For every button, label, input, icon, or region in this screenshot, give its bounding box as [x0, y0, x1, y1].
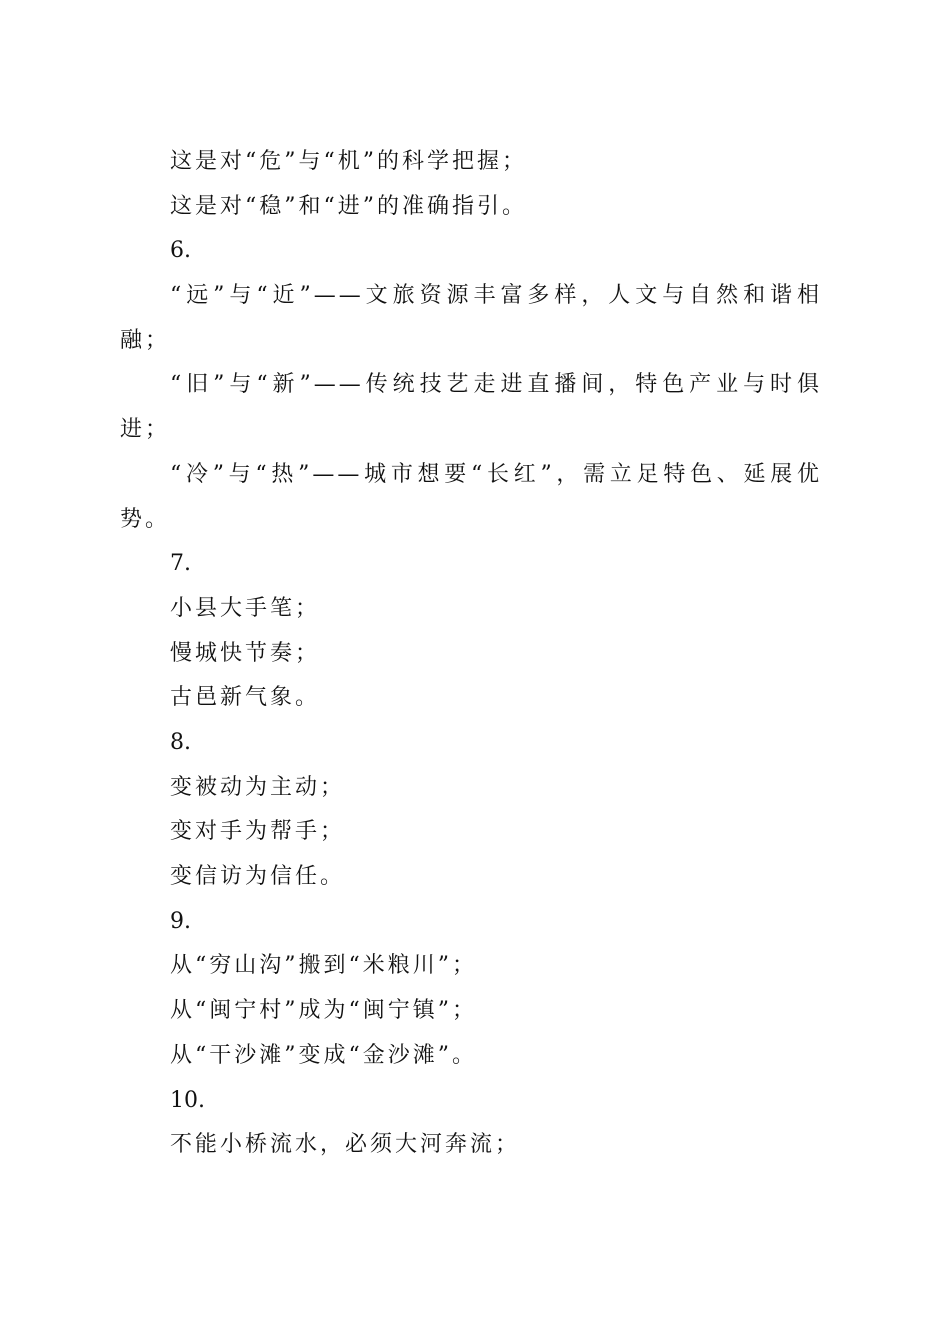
- text-line: 变被动为主动；: [170, 774, 346, 800]
- text-line: 从“干沙滩”变成“金沙滩”。: [170, 1042, 477, 1068]
- text-line: 慢城快节奏；: [170, 640, 321, 666]
- text-line: 小县大手笔；: [170, 595, 321, 621]
- text-line: 变对手为帮手；: [170, 819, 346, 845]
- text-line: 不能小桥流水，必须大河奔流；: [170, 1132, 521, 1158]
- text-line: 变信访为信任。: [170, 864, 346, 890]
- text-paragraph: “远”与“近”——文旅资源丰富多样，人文与自然和谐相融；: [120, 283, 822, 353]
- document-body: [120, 140, 822, 1168]
- item-number: 10.: [170, 1087, 205, 1113]
- item-number: 9.: [170, 908, 191, 934]
- item-number: 7.: [170, 551, 191, 577]
- item-number: 8.: [170, 730, 191, 756]
- item-number: 6.: [170, 238, 191, 264]
- text-line: 这是对“危”与“机”的科学把握；: [170, 149, 527, 174]
- text-paragraph: “冷”与“热”——城市想要“长红”，需立足特色、延展优势。: [120, 461, 822, 532]
- text-paragraph: “旧”与“新”——传统技艺走进直播间，特色产业与时俱进；: [120, 372, 822, 443]
- text-line: 从“穷山沟”搬到“米粮川”；: [170, 953, 477, 979]
- text-line: 从“闽宁村”成为“闽宁镇”；: [170, 998, 477, 1024]
- text-line: 这是对“稳”和“进”的准确指引。: [170, 193, 527, 219]
- text-line: 古邑新气象。: [170, 685, 321, 711]
